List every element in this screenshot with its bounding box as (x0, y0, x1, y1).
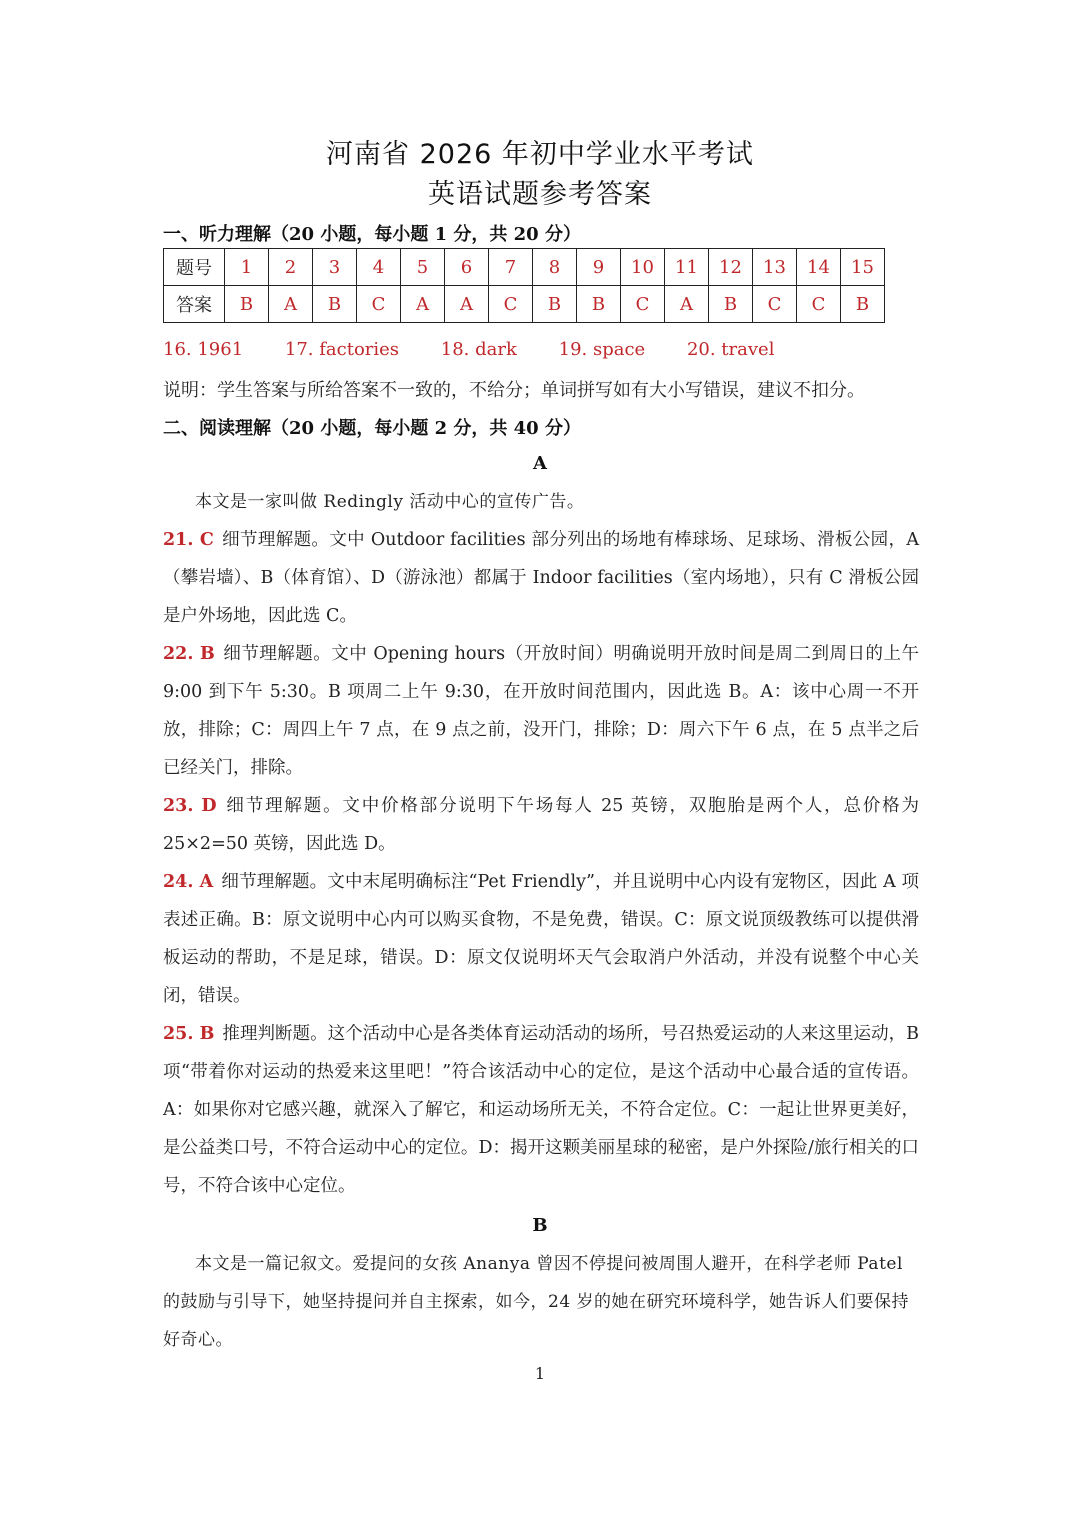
section-heading-reading: 二、阅读理解（20 小题，每小题 2 分，共 40 分） (163, 418, 581, 439)
scoring-note: 说明：学生答案与所给答案不一致的，不给分；单词拼写如有大小写错误，建议不扣分。 (163, 380, 865, 401)
question-number: 2 (269, 249, 313, 286)
question-number: 3 (313, 249, 357, 286)
answer-item-22 (163, 635, 919, 787)
question-number: 10 (621, 249, 665, 286)
answer-item-23 (163, 787, 919, 863)
answer-explanation: 细节理解题。文中末尾明确标注“Pet Friendly”，并且说明中心内设有宠物区，因此 A 项表述正确。B：原文说明中心内可以购买食物，不是免费，错误。C：原文说顶级教练可以提供滑板运动的帮助，不是足球，错误。D：原文仅说明坏天气会取消户外活动，并没有说整个中心关闭，错误。 (163, 872, 919, 1006)
answer-cell: B (533, 286, 577, 323)
answer-explanation: 细节理解题。文中价格部分说明下午场每人 25 英镑，双胞胎是两个人，总价格为 25×2=50 英镑，因此选 D。 (163, 796, 919, 854)
document-subtitle: 英语试题参考答案 (428, 179, 652, 210)
fill-in-answers (163, 339, 810, 360)
question-answer-label: 25. B (163, 1024, 215, 1044)
fill-in-answer: 16. 1961 (163, 339, 244, 360)
question-number: 15 (841, 249, 885, 286)
answer-explanation: 细节理解题。文中 Opening hours（开放时间）明确说明开放时间是周二到周日的上午 9:00 到下午 5:30。B 项周二上午 9:30，在开放时间范围内，因此选 B。A：该中心周一不开放，排除；C：周四上午 7 点，在 9 点之前，没开门，排除；D：周六下午 6 点，在 5 点半之后已经关门，排除。 (163, 644, 919, 778)
answer-cell: C (797, 286, 841, 323)
fill-in-answer: 20. travel (686, 339, 775, 360)
section-heading-listening: 一、听力理解（20 小题，每小题 1 分，共 20 分） (163, 224, 581, 245)
question-number: 11 (665, 249, 709, 286)
question-number: 1 (225, 249, 269, 286)
question-number: 8 (533, 249, 577, 286)
passage-a-title: A (533, 453, 547, 474)
answer-cell: C (357, 286, 401, 323)
question-number: 12 (709, 249, 753, 286)
answer-item-24 (163, 863, 919, 1015)
answer-cell: B (709, 286, 753, 323)
question-number: 7 (489, 249, 533, 286)
question-answer-label: 23. D (163, 796, 217, 816)
question-number: 4 (357, 249, 401, 286)
document-title: 河南省 2026 年初中学业水平考试 (326, 139, 754, 170)
question-answer-label: 21. C (163, 530, 214, 550)
answer-cell: A (269, 286, 313, 323)
question-answer-label: 22. B (163, 644, 215, 664)
question-number: 5 (401, 249, 445, 286)
answer-cell: C (753, 286, 797, 323)
listening-answer-table (163, 248, 885, 323)
passage-a-intro: 本文是一家叫做 Redingly 活动中心的宣传广告。 (195, 492, 585, 512)
row-label-number: 题号 (164, 249, 225, 286)
question-number: 9 (577, 249, 621, 286)
fill-in-answer: 17. factories (284, 339, 400, 360)
page-number: 1 (534, 1364, 546, 1383)
table-row-numbers (164, 249, 885, 286)
answer-cell: C (621, 286, 665, 323)
passage-b-intro: 本文是一篇记叙文。爱提问的女孩 Ananya 曾因不停提问被周围人避开，在科学老师 Patel 的鼓励与引导下，她坚持提问并自主探索，如今，24 岁的她在研究环境科学，她告诉人们要保持好奇心。 (163, 1254, 910, 1350)
answer-cell: A (445, 286, 489, 323)
answer-cell: C (489, 286, 533, 323)
fill-in-answer: 18. dark (440, 339, 517, 360)
answer-cell: B (313, 286, 357, 323)
answer-cell: B (577, 286, 621, 323)
passage-b-title: B (532, 1215, 548, 1236)
answer-cell: B (841, 286, 885, 323)
question-number: 13 (753, 249, 797, 286)
answer-cell: B (225, 286, 269, 323)
question-number: 6 (445, 249, 489, 286)
answer-cell: A (665, 286, 709, 323)
answer-item-21 (163, 521, 919, 635)
fill-in-answer: 19. space (558, 339, 646, 360)
question-answer-label: 24. A (163, 872, 214, 892)
answer-item-25 (163, 1015, 919, 1205)
question-number: 14 (797, 249, 841, 286)
row-label-answer: 答案 (164, 286, 225, 323)
table-row-answers (164, 286, 885, 323)
answer-explanation: 细节理解题。文中 Outdoor facilities 部分列出的场地有棒球场、足球场、滑板公园，A（攀岩墙）、B（体育馆）、D（游泳池）都属于 Indoor facilities（室内场地），只有 C 滑板公园是户外场地，因此选 C。 (163, 530, 919, 626)
answer-cell: A (401, 286, 445, 323)
answer-explanation: 推理判断题。这个活动中心是各类体育运动活动的场所，号召热爱运动的人来这里运动，B 项“带着你对运动的热爱来这里吧！”符合该活动中心的定位，是这个活动中心最合适的宣传语。A：如果你对它感兴趣，就深入了解它，和运动场所无关，不符合定位。C：一起让世界更美好，是公益类口号，不符合运动中心的定位。D：揭开这颗美丽星球的秘密，是户外探险/旅行相关的口号，不符合该中心定位。 (163, 1024, 919, 1196)
